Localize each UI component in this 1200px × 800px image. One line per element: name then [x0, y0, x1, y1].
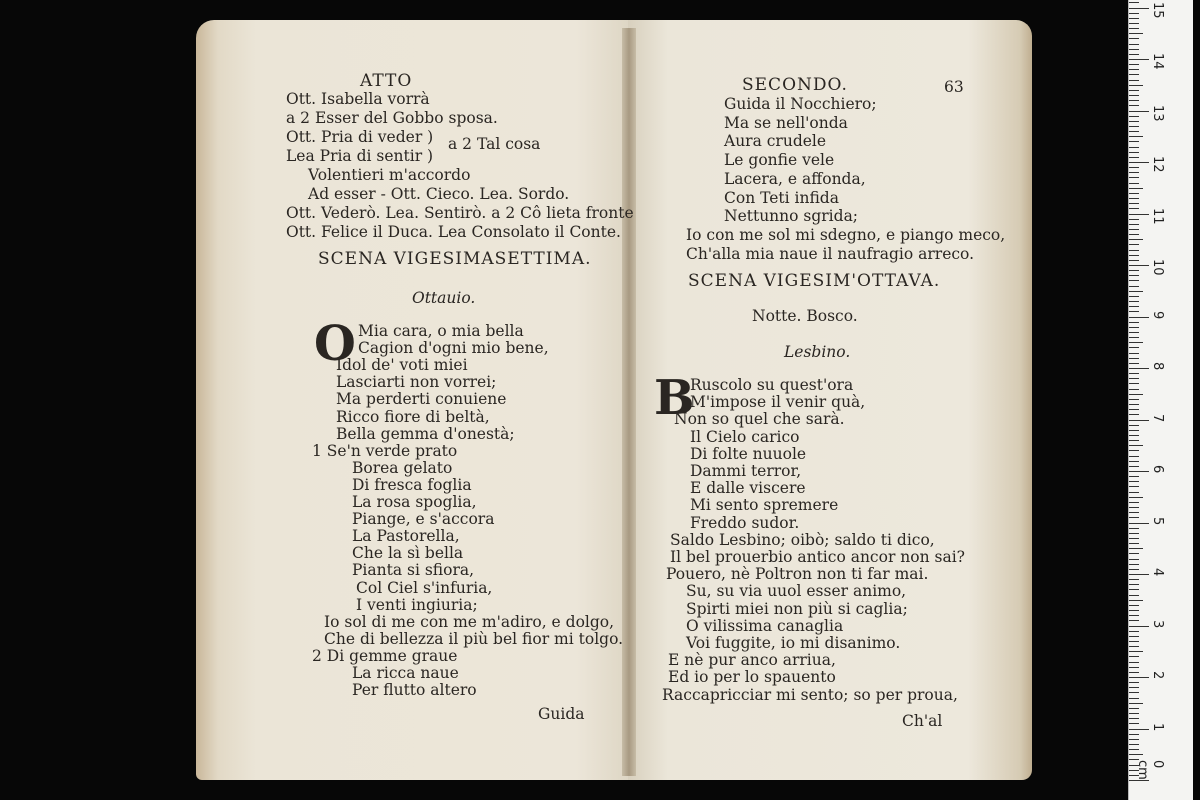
verse-line: Voi fuggite, io mi disanimo. — [686, 634, 901, 652]
ruler-tick — [1129, 626, 1149, 627]
verse-line: Ad esser - Ott. Cieco. Lea. Sordo. — [308, 185, 570, 203]
verse-line: Freddo sudor. — [690, 513, 800, 532]
ruler-tick — [1129, 584, 1139, 585]
ruler-tick — [1129, 420, 1149, 421]
ruler-tick — [1129, 734, 1139, 735]
verse-line: La Pastorella, — [352, 527, 460, 546]
verse-line: Guida il Nocchiero; — [724, 95, 877, 113]
ruler-tick — [1129, 754, 1143, 755]
ruler-number: 8 — [1150, 362, 1165, 371]
ruler-tick — [1129, 219, 1139, 220]
ruler-tick — [1129, 708, 1139, 709]
ruler-tick — [1129, 502, 1139, 503]
drop-cap: O — [314, 316, 356, 372]
verse-line: a 2 Esser del Gobbo sposa. — [286, 109, 498, 127]
verse-line: O vilissima canaglia — [686, 616, 844, 635]
ruler-tick — [1129, 641, 1139, 642]
ruler-number: 7 — [1150, 413, 1165, 422]
verse-line: Ott. Pria di veder ) — [286, 128, 434, 146]
ruler-tick — [1129, 347, 1139, 348]
verse-line: Mia cara, o mia bella — [358, 322, 524, 340]
ruler-tick — [1129, 23, 1139, 24]
verse-line: Piange, e s'accora — [352, 510, 495, 529]
ruler-tick — [1129, 250, 1139, 251]
ruler-tick — [1129, 49, 1139, 50]
ruler-tick — [1129, 682, 1139, 683]
ruler-number: 5 — [1150, 516, 1165, 525]
ruler-tick — [1129, 656, 1139, 657]
ruler-tick — [1129, 394, 1143, 395]
ruler-tick — [1129, 265, 1149, 266]
ruler-tick — [1129, 677, 1149, 678]
ruler-tick — [1129, 136, 1143, 137]
ruler-tick — [1129, 692, 1139, 693]
ruler-tick — [1129, 214, 1149, 215]
verse-line: Per flutto altero — [352, 681, 477, 700]
ruler-tick — [1129, 74, 1139, 75]
verse-line: Lacera, e affonda, — [724, 169, 866, 188]
ruler-number: 11 — [1150, 207, 1165, 225]
measuring-ruler — [1128, 0, 1193, 800]
ruler-tick — [1129, 363, 1139, 364]
ruler-tick — [1129, 358, 1139, 359]
ruler-tick — [1129, 646, 1139, 647]
ruler-number: 15 — [1150, 1, 1165, 19]
verse-line: I venti ingiuria; — [356, 595, 478, 614]
ruler-tick — [1129, 631, 1139, 632]
ruler-tick — [1129, 291, 1143, 292]
ruler-tick — [1129, 440, 1139, 441]
ruler-tick — [1129, 188, 1143, 189]
ruler-tick — [1129, 193, 1139, 194]
ruler-tick — [1129, 59, 1149, 60]
ruler-tick — [1129, 538, 1139, 539]
ruler-tick — [1129, 64, 1139, 65]
ruler-tick — [1129, 147, 1139, 148]
ruler-tick — [1129, 667, 1139, 668]
character-name: Ottauio. — [412, 289, 476, 307]
ruler-tick — [1129, 729, 1149, 730]
scene-setting: Notte. Bosco. — [752, 307, 858, 325]
catchword: Guida — [538, 705, 585, 723]
ruler-tick — [1129, 28, 1139, 29]
ruler-tick — [1129, 528, 1139, 529]
verse-line: Mi sento spremere — [690, 496, 839, 515]
ruler-tick — [1129, 517, 1139, 518]
ruler-tick — [1129, 703, 1143, 704]
ruler-tick — [1129, 85, 1143, 86]
ruler-tick — [1129, 121, 1139, 122]
ruler-number: 10 — [1150, 259, 1165, 276]
verse-line: E dalle viscere — [690, 479, 806, 498]
bracket-note: a 2 Tal cosa — [448, 135, 541, 153]
ruler-tick — [1129, 177, 1139, 178]
ruler-tick — [1129, 373, 1139, 374]
ruler-tick — [1129, 687, 1139, 688]
ruler-tick — [1129, 718, 1139, 719]
ruler-tick — [1129, 167, 1139, 168]
verse-line: M'impose il venir quà, — [690, 393, 866, 412]
ruler-tick — [1129, 744, 1139, 745]
ruler-tick — [1129, 255, 1139, 256]
ruler-tick — [1129, 399, 1139, 400]
verse-line: Ricco fiore di beltà, — [336, 407, 490, 426]
verse-line: Ch'alla mia naue il naufragio arreco. — [686, 244, 975, 263]
ruler-tick — [1129, 198, 1139, 199]
verse-line: Ruscolo su quest'ora — [690, 376, 854, 394]
ruler-tick — [1129, 80, 1139, 81]
verse-line: 2 Di gemme graue — [312, 646, 458, 665]
verse-line: Di fresca foglia — [352, 475, 472, 494]
ruler-tick — [1129, 713, 1139, 714]
verse-line: Pouero, nè Poltron non ti far mai. — [666, 565, 929, 584]
verse-line: E nè pur anco arriua, — [668, 651, 836, 670]
ruler-tick — [1129, 116, 1139, 117]
ruler-tick — [1129, 8, 1149, 9]
verse-line: La rosa spoglia, — [352, 493, 477, 511]
ruler-tick — [1129, 564, 1139, 565]
ruler-tick — [1129, 270, 1139, 271]
ruler-tick — [1129, 327, 1139, 328]
verse-line: Io sol di me con me m'adiro, e dolgo, — [324, 612, 615, 631]
ruler-tick — [1129, 569, 1139, 570]
ruler-tick — [1129, 280, 1139, 281]
verse-line: Aura crudele — [724, 132, 827, 151]
verse-line: Ott. Felice il Duca. Lea Consolato il Conte. — [286, 223, 621, 241]
ruler-tick — [1129, 409, 1139, 410]
ruler-tick — [1129, 322, 1139, 323]
verse-line: Il bel prouerbio antico ancor non sai? — [670, 548, 965, 566]
ruler-tick — [1129, 749, 1139, 750]
ruler-tick — [1129, 18, 1139, 19]
ruler-tick — [1129, 548, 1143, 549]
ruler-tick — [1129, 141, 1139, 142]
verse-line: Spirti miei non più si caglia; — [686, 599, 908, 618]
ruler-tick — [1129, 234, 1139, 235]
ruler-number: 6 — [1150, 465, 1165, 474]
ruler-tick — [1129, 605, 1139, 606]
ruler-tick — [1129, 456, 1139, 457]
ruler-tick — [1129, 353, 1139, 354]
ruler-tick — [1129, 662, 1139, 663]
ruler-tick — [1129, 430, 1139, 431]
ruler-tick — [1129, 275, 1139, 276]
verse-line: Col Ciel s'infuria, — [356, 578, 493, 597]
verse-line: Borea gelato — [352, 458, 453, 477]
ruler-tick — [1129, 445, 1143, 446]
ruler-tick — [1129, 543, 1139, 544]
ruler-tick — [1129, 620, 1139, 621]
verse-line: Che la sì bella — [352, 544, 464, 563]
ruler-tick — [1129, 244, 1139, 245]
ruler-tick — [1129, 481, 1139, 482]
verse-line: Lea Pria di sentir ) — [286, 147, 434, 165]
ruler-tick — [1129, 497, 1143, 498]
ruler-tick — [1129, 698, 1139, 699]
ruler-tick — [1129, 471, 1149, 472]
ruler-tick — [1129, 610, 1139, 611]
ruler-tick — [1129, 533, 1139, 534]
verse-line: La ricca naue — [352, 664, 459, 682]
page-header: ATTO — [360, 71, 413, 91]
verse-line: Ma perderti conuiene — [336, 390, 507, 409]
ruler-tick — [1129, 44, 1139, 45]
ruler-tick — [1129, 111, 1149, 112]
verse-line: Su, su via uuol esser animo, — [686, 582, 907, 601]
ruler-tick — [1129, 208, 1139, 209]
ruler-tick — [1129, 595, 1139, 596]
ruler-tick — [1129, 172, 1139, 173]
ruler-number: 2 — [1150, 671, 1165, 680]
ruler-tick — [1129, 33, 1143, 34]
character-name: Lesbino. — [784, 343, 851, 361]
ruler-tick — [1129, 404, 1139, 405]
page-number: 63 — [944, 78, 964, 96]
verse-line: Raccapricciar mi sento; so per proua, — [662, 685, 958, 704]
ruler-tick — [1129, 723, 1139, 724]
ruler-tick — [1129, 512, 1139, 513]
ruler-tick — [1129, 90, 1139, 91]
ruler-tick — [1129, 239, 1143, 240]
ruler-tick — [1129, 301, 1139, 302]
ruler-tick — [1129, 152, 1139, 153]
page-header: SECONDO. — [742, 75, 848, 95]
verse-line: Volentieri m'accordo — [308, 166, 471, 184]
ruler-tick — [1129, 311, 1139, 312]
ruler-tick — [1129, 450, 1139, 451]
ruler-tick — [1129, 378, 1139, 379]
ruler-number: 9 — [1150, 310, 1165, 319]
ruler-tick — [1129, 523, 1149, 524]
catchword: Ch'al — [902, 712, 943, 730]
scene-title: SCENA VIGESIM'OTTAVA. — [688, 271, 941, 291]
ruler-tick — [1129, 162, 1149, 163]
verse-line: Di folte nuuole — [690, 444, 807, 463]
ruler-tick — [1129, 574, 1149, 575]
ruler-tick — [1129, 476, 1139, 477]
ruler-tick — [1129, 183, 1139, 184]
ruler-tick — [1129, 579, 1139, 580]
verse-line: Bella gemma d'onestà; — [336, 424, 515, 443]
ruler-tick — [1129, 435, 1139, 436]
ruler-number: 14 — [1150, 53, 1165, 70]
ruler-number: 13 — [1150, 104, 1165, 122]
verse-line: Lasciarti non vorrei; — [336, 373, 497, 392]
verse-line: Saldo Lesbino; oibò; saldo ti dico, — [670, 530, 935, 549]
ruler-tick — [1129, 461, 1139, 462]
ruler-tick — [1129, 589, 1139, 590]
ruler-tick — [1129, 54, 1139, 55]
ruler-tick — [1129, 492, 1139, 493]
ruler-tick — [1129, 2, 1139, 3]
verse-line: Il Cielo carico — [690, 427, 800, 446]
verse-line: Nettunno sgrida; — [724, 207, 859, 226]
ruler-tick — [1129, 286, 1139, 287]
verse-line: Pianta si sfiora, — [352, 561, 475, 580]
ruler-number: 1 — [1150, 722, 1165, 731]
drop-cap: B — [654, 370, 695, 426]
ruler-tick — [1129, 383, 1139, 384]
scene-title: SCENA VIGESIMASETTIMA. — [318, 249, 592, 269]
ruler-tick — [1129, 368, 1149, 369]
ruler-tick — [1129, 389, 1139, 390]
ruler-tick — [1129, 13, 1139, 14]
ruler-tick — [1129, 126, 1139, 127]
ruler-tick — [1129, 260, 1139, 261]
ruler-tick — [1129, 203, 1139, 204]
verse-line: Ott. Vederò. Lea. Sentirò. a 2 Cô lieta fronte — [286, 204, 634, 222]
ruler-tick — [1129, 306, 1139, 307]
ruler-tick — [1129, 486, 1139, 487]
ruler-tick — [1129, 739, 1139, 740]
ruler-unit-label: 0 cm — [1135, 760, 1165, 780]
verse-line: Le gonfie vele — [724, 151, 835, 170]
ruler-number: 12 — [1150, 156, 1165, 173]
ruler-tick — [1129, 95, 1139, 96]
verse-line: Io con me sol mi sdegno, e piango meco, — [686, 225, 1006, 244]
verse-line: Cagion d'ogni mio bene, — [358, 339, 549, 358]
ruler-tick — [1129, 466, 1139, 467]
ruler-tick — [1129, 615, 1139, 616]
ruler-tick — [1129, 157, 1139, 158]
verse-line: Dammi terror, — [690, 462, 802, 480]
ruler-number: 4 — [1150, 568, 1165, 577]
ruler-number: 3 — [1150, 619, 1165, 628]
ruler-tick — [1129, 342, 1143, 343]
verse-line: Che di bellezza il più bel fior mi tolgo. — [324, 629, 624, 648]
verse-line: Ma se nell'onda — [724, 113, 848, 132]
ruler-tick — [1129, 559, 1139, 560]
ruler-tick — [1129, 317, 1149, 318]
verse-line: Con Teti infida — [724, 188, 839, 207]
verse-line: Non so quel che sarà. — [674, 410, 845, 429]
ruler-tick — [1129, 224, 1139, 225]
ruler-tick — [1129, 105, 1139, 106]
ruler-tick — [1129, 636, 1139, 637]
ruler-tick — [1129, 100, 1139, 101]
ruler-tick — [1129, 651, 1143, 652]
ruler-tick — [1129, 425, 1139, 426]
ruler-tick — [1129, 332, 1139, 333]
verse-line: Idol de' voti miei — [336, 356, 468, 375]
ruler-tick — [1129, 38, 1139, 39]
ruler-tick — [1129, 131, 1139, 132]
ruler-tick — [1129, 337, 1139, 338]
ruler-tick — [1129, 296, 1139, 297]
ruler-tick — [1129, 672, 1139, 673]
ruler-tick — [1129, 69, 1139, 70]
verse-line: Ott. Isabella vorrà — [286, 90, 430, 108]
ruler-tick — [1129, 414, 1139, 415]
verse-line: Ed io per lo spauento — [668, 668, 836, 687]
ruler-tick — [1129, 600, 1143, 601]
ruler-tick — [1129, 229, 1139, 230]
ruler-tick — [1129, 507, 1139, 508]
ruler-tick — [1129, 553, 1139, 554]
book-spine — [622, 28, 636, 776]
verse-line: 1 Se'n verde prato — [312, 441, 458, 460]
